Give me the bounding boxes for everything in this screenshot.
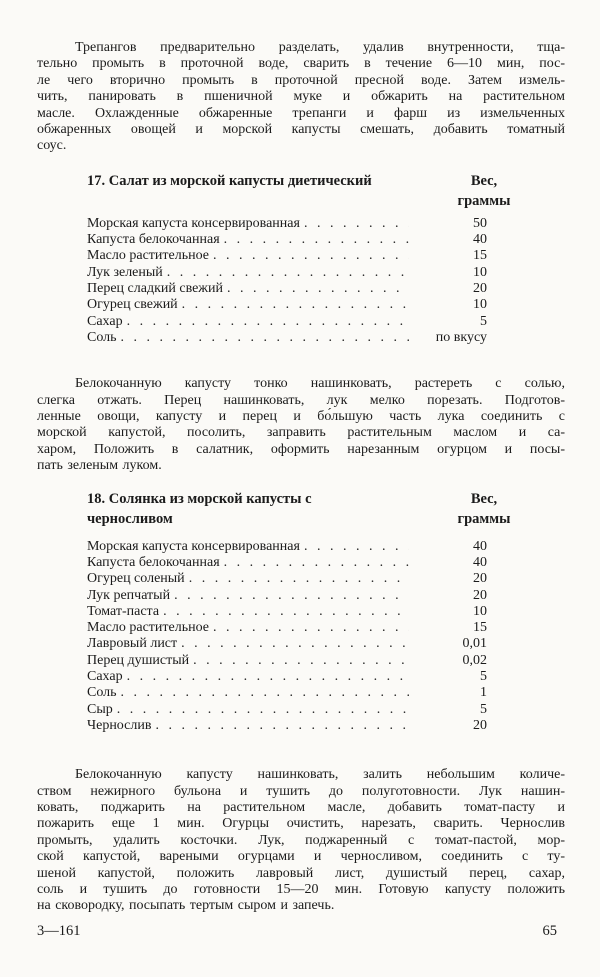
ingredient-name: Морская капуста консервированная xyxy=(87,215,300,231)
recipe-17-ingredient-list xyxy=(87,216,487,346)
dot-leader xyxy=(193,653,409,669)
ingredient-weight: 15 xyxy=(473,620,487,636)
ingredient-name: Томат-паста xyxy=(87,603,160,619)
ingredient-weight: 40 xyxy=(473,538,487,554)
ingredient-name: Огурец свежий xyxy=(87,297,178,313)
recipe-18-ingredient-list xyxy=(87,539,487,735)
ingredient-name: Капуста белокочанная xyxy=(87,554,220,570)
ingredient-name: Перец сладкий свежий xyxy=(87,281,223,297)
text-line: Белокочанную капусту тонко нашинковать, растереть с солью, xyxy=(75,376,565,392)
ingredient-row xyxy=(87,718,487,734)
ingredient-weight: 40 xyxy=(473,232,487,248)
text-line: шеной капустой, положить лавровый лист, душистый перец, сахар, xyxy=(37,865,565,881)
weight-header-line1: Вес, xyxy=(470,490,498,507)
dot-leader xyxy=(155,718,409,734)
dot-leader xyxy=(121,330,409,346)
ingredient-name: Масло растительное xyxy=(87,620,209,636)
dot-leader xyxy=(224,555,409,571)
page-number: 65 xyxy=(542,922,557,939)
paragraph-salad-instructions xyxy=(37,376,565,474)
ingredient-row xyxy=(87,636,487,652)
text-line: ством нежирного бульона и тушить до полуготовности. Лук нашин- xyxy=(37,783,565,799)
text-line: ле чего вторично промыть в проточной пресной воде. Затем измель- xyxy=(37,72,565,88)
ingredient-weight: 20 xyxy=(473,717,487,733)
signature-mark: 3—161 xyxy=(37,922,81,939)
weight-header-line2: граммы xyxy=(457,192,511,209)
ingredient-row xyxy=(87,539,487,555)
dot-leader xyxy=(174,588,409,604)
ingredient-row xyxy=(87,604,487,620)
weight-column-header xyxy=(448,489,520,529)
text-line: Трепангов предварительно разделать, удалив внутренности, тща- xyxy=(75,40,565,55)
ingredient-weight: 0,01 xyxy=(462,636,487,652)
dot-leader xyxy=(227,281,409,297)
weight-header-line2: граммы xyxy=(457,510,511,527)
ingredient-weight: по вкусу xyxy=(435,329,487,345)
ingredient-name: Соль xyxy=(87,685,117,701)
ingredient-row xyxy=(87,265,487,281)
ingredient-row xyxy=(87,281,487,297)
dot-leader xyxy=(163,604,409,620)
ingredient-row xyxy=(87,232,487,248)
ingredient-row xyxy=(87,620,487,636)
recipe-18-title-line1: 18. Солянка из морской капусты с xyxy=(87,490,312,507)
ingredient-name: Перец душистый xyxy=(87,652,190,668)
dot-leader xyxy=(121,685,409,701)
dot-leader xyxy=(304,539,409,555)
ingredient-weight: 10 xyxy=(473,297,487,313)
recipe-17-title: 17. Салат из морской капусты диетический xyxy=(87,172,372,189)
text-line: пать зеленым луком. xyxy=(37,458,162,474)
text-line: чить, панировать в пшеничной муке и обжарить на растительном xyxy=(37,89,565,105)
text-line: обжаренных овощей и морской капусты смешать, добавить томатный xyxy=(37,122,565,138)
ingredient-weight: 20 xyxy=(473,587,487,603)
ingredient-name: Капуста белокочанная xyxy=(87,232,220,248)
dot-leader xyxy=(304,216,409,232)
ingredient-name: Сыр xyxy=(87,701,113,717)
paragraph-solyanka-instructions xyxy=(37,767,565,915)
text-line: промыть, удалить косточки. Лук, поджаренный с томат-пастой, мор- xyxy=(37,832,565,848)
dot-leader xyxy=(189,571,409,587)
dot-leader xyxy=(182,297,409,313)
ingredient-row xyxy=(87,330,487,346)
text-line: на сковородку, посыпать тертым сыром и запечь. xyxy=(37,898,335,914)
text-line: пожарить еще 1 мин. Огурцы очистить, нарезать, сварить. Чернослив xyxy=(37,816,565,832)
dot-leader xyxy=(213,620,409,636)
text-line: ской капустой, вареными огурцами и черносливом, соединить с ту- xyxy=(37,849,565,865)
ingredient-row xyxy=(87,571,487,587)
text-line: морской капустой, посолить, заправить растительным маслом и са- xyxy=(37,425,565,441)
text-line: слегка отжать. Перец нашинковать, лук мелко порезать. Подготов- xyxy=(37,392,565,408)
ingredient-name: Масло растительное xyxy=(87,248,209,264)
ingredient-weight: 10 xyxy=(473,264,487,280)
ingredient-weight: 20 xyxy=(473,571,487,587)
ingredient-weight: 5 xyxy=(480,669,487,685)
ingredient-weight: 40 xyxy=(473,554,487,570)
ingredient-name: Соль xyxy=(87,329,117,345)
ingredient-row xyxy=(87,588,487,604)
ingredient-name: Сахар xyxy=(87,669,123,685)
ingredient-weight: 1 xyxy=(480,685,487,701)
dot-leader xyxy=(167,265,409,281)
text-line: ковать, поджарить на растительном масле, добавить томат-пасту и xyxy=(37,800,565,816)
ingredient-row xyxy=(87,555,487,571)
dot-leader xyxy=(224,232,409,248)
ingredient-name: Чернослив xyxy=(87,717,152,733)
weight-header-line1: Вес, xyxy=(470,172,498,189)
ingredient-name: Сахар xyxy=(87,313,123,329)
ingredient-weight: 20 xyxy=(473,281,487,297)
recipe-18-title xyxy=(87,489,312,529)
ingredient-weight: 15 xyxy=(473,248,487,264)
recipe-18 xyxy=(37,489,565,735)
ingredient-row xyxy=(87,297,487,313)
ingredient-weight: 10 xyxy=(473,603,487,619)
paragraph-trepang-instructions xyxy=(37,40,565,155)
ingredient-name: Лавровый лист xyxy=(87,636,178,652)
ingredient-row xyxy=(87,685,487,701)
ingredient-row xyxy=(87,702,487,718)
recipe-18-heading xyxy=(87,489,565,529)
weight-column-header xyxy=(448,171,520,211)
ingredient-name: Лук зеленый xyxy=(87,264,163,280)
dot-leader xyxy=(127,669,409,685)
dot-leader xyxy=(117,702,409,718)
ingredient-name: Огурец соленый xyxy=(87,571,185,587)
text-line: масле. Охлажденные обжаренные трепанги и фарш из измельченных xyxy=(37,105,565,121)
text-line: соус. xyxy=(37,138,67,154)
text-line: соль и тушить до готовности 15—20 мин. Готовую капусту положить xyxy=(37,882,565,898)
dot-leader xyxy=(181,636,409,652)
text-line: Белокочанную капусту нашинковать, залить небольшим количе- xyxy=(75,767,565,783)
text-line: харом, Положить в салатник, оформить нарезанным огурцом и посы- xyxy=(37,441,565,457)
ingredient-weight: 50 xyxy=(473,215,487,231)
recipe-17 xyxy=(37,171,565,346)
page-footer xyxy=(37,923,565,940)
ingredient-name: Морская капуста консервированная xyxy=(87,538,300,554)
dot-leader xyxy=(127,314,409,330)
recipe-17-heading xyxy=(87,171,565,211)
ingredient-row xyxy=(87,314,487,330)
ingredient-row xyxy=(87,669,487,685)
dot-leader xyxy=(213,248,409,264)
text-line: тельно промыть в проточной воде, сварить в течение 6—10 мин, пос- xyxy=(37,56,565,72)
ingredient-weight: 5 xyxy=(480,313,487,329)
ingredient-row xyxy=(87,653,487,669)
text-line: ленные овощи, капусту и перец и бо́льшую часть лука соединить с xyxy=(37,409,565,425)
ingredient-weight: 5 xyxy=(480,701,487,717)
ingredient-name: Лук репчатый xyxy=(87,587,171,603)
ingredient-row xyxy=(87,248,487,264)
recipe-18-title-line2: черносливом xyxy=(87,510,173,527)
ingredient-weight: 0,02 xyxy=(462,652,487,668)
ingredient-row xyxy=(87,216,487,232)
